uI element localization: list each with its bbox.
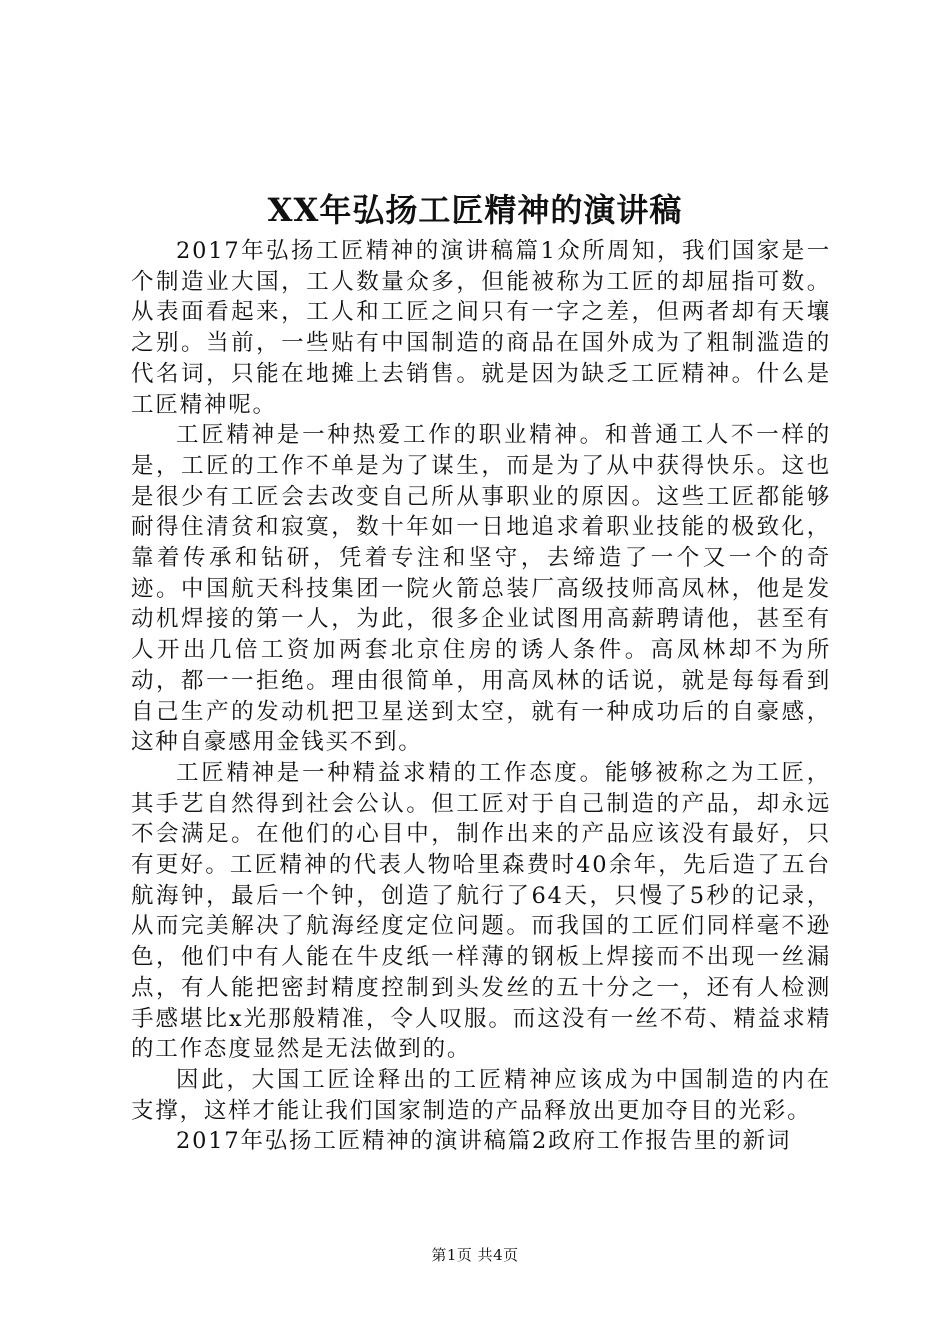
document-title: XX年弘扬工匠精神的演讲稿 — [267, 191, 683, 229]
paragraph-2: 工匠精神是一种热爱工作的职业精神。和普通工人不一样的是，工匠的工作不单是为了谋生，而是为了从中获得快乐。这也是很少有工匠会去改变自己所从事职业的原因。这些工匠都能够耐得住清贫和寂寞，数十年如一日地追求着职业技能的极致化，靠着传承和钻研，凭着专注和坚守，去缔造了一个又一个的奇迹。中国航天科技集团一院火箭总装厂高级技师高凤林，他是发动机焊接的第一人，为此，很多企业试图用高薪聘请他，甚至有人开出几倍工资加两套北京住房的诱人条件。高凤林却不为所动，都一一拒绝。理由很简单，用高凤林的话说，就是每每看到自己生产的发动机把卫星送到太空，就有一种成功后的自豪感，这种自豪感用金钱买不到。 — [131, 422, 831, 756]
paragraph-5: 2017年弘扬工匠精神的演讲稿篇2政府工作报告里的新词 — [176, 1128, 792, 1155]
document-body — [131, 236, 831, 1157]
page-footer: 第1页 共4页 — [431, 1246, 519, 1264]
paragraph-3: 工匠精神是一种精益求精的工作态度。能够被称之为工匠，其手艺自然得到社会公认。但工匠对于自己制造的产品，却永远不会满足。在他们的心目中，制作出来的产品应该没有最好，只有更好。工匠精神的代表人物哈里森费时40余年，先后造了五台航海钟，最后一个钟，创造了航行了64天，只慢了5秒的记录，从而完美解决了航海经度定位问题。而我国的工匠们同样毫不逊色，他们中有人能在牛皮纸一样薄的钢板上焊接而不出现一丝漏点，有人能把密封精度控制到头发丝的五十分之一，还有人检测手感堪比x光那般精准，令人叹服。而这没有一丝不苟、精益求精的工作态度显然是无法做到的。 — [131, 759, 831, 1063]
paragraph-4: 因此，大国工匠诠释出的工匠精神应该成为中国制造的内在支撑，这样才能让我们国家制造的产品释放出更加夺目的光彩。 — [131, 1066, 831, 1124]
paragraph-1: 2017年弘扬工匠精神的演讲稿篇1众所周知，我们国家是一个制造业大国，工人数量众多，但能被称为工匠的却屈指可数。从表面看起来，工人和工匠之间只有一字之差，但两者却有天壤之别。当前，一些贴有中国制造的商品在国外成为了粗制滥造的代名词，只能在地摊上去销售。就是因为缺乏工匠精神。什么是工匠精神呢。 — [131, 238, 831, 418]
